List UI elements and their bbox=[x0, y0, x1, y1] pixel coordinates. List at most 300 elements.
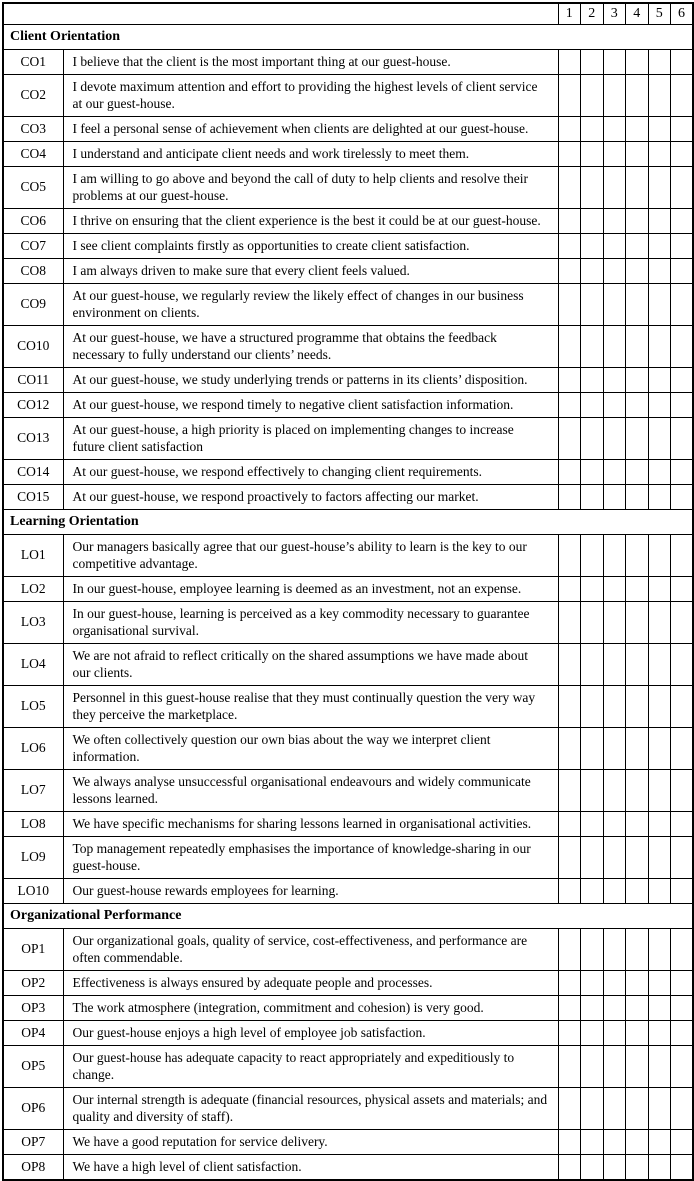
rating-cell-6[interactable] bbox=[671, 459, 694, 484]
rating-cell-5[interactable] bbox=[648, 283, 671, 325]
rating-cell-2[interactable] bbox=[581, 367, 604, 392]
item-code: LO2 bbox=[3, 576, 63, 601]
rating-cell-2[interactable] bbox=[581, 1087, 604, 1129]
item-code: CO6 bbox=[3, 208, 63, 233]
statement-row bbox=[3, 928, 693, 970]
section-title: Client Orientation bbox=[3, 24, 693, 49]
item-statement: I understand and anticipate client needs and work tirelessly to meet them. bbox=[63, 141, 558, 166]
item-statement: Personnel in this guest-house realise that they must continually question the very way they perceive the marketplace. bbox=[63, 685, 558, 727]
rating-cell-1[interactable] bbox=[558, 576, 581, 601]
rating-cell-6[interactable] bbox=[671, 643, 694, 685]
item-code: LO9 bbox=[3, 836, 63, 878]
item-code: CO14 bbox=[3, 459, 63, 484]
rating-cell-1[interactable] bbox=[558, 995, 581, 1020]
rating-cell-6[interactable] bbox=[671, 258, 694, 283]
rating-cell-4[interactable] bbox=[626, 601, 649, 643]
rating-cell-1[interactable] bbox=[558, 116, 581, 141]
rating-cell-5[interactable] bbox=[648, 141, 671, 166]
rating-cell-2[interactable] bbox=[581, 878, 604, 903]
rating-cell-5[interactable] bbox=[648, 1129, 671, 1154]
statement-row bbox=[3, 643, 693, 685]
rating-cell-2[interactable] bbox=[581, 1129, 604, 1154]
rating-cell-2[interactable] bbox=[581, 1154, 604, 1180]
rating-cell-1[interactable] bbox=[558, 325, 581, 367]
rating-cell-5[interactable] bbox=[648, 166, 671, 208]
statement-row bbox=[3, 325, 693, 367]
rating-cell-3[interactable] bbox=[603, 534, 626, 576]
rating-cell-6[interactable] bbox=[671, 49, 694, 74]
rating-cell-3[interactable] bbox=[603, 685, 626, 727]
rating-cell-2[interactable] bbox=[581, 49, 604, 74]
rating-cell-1[interactable] bbox=[558, 534, 581, 576]
rating-cell-2[interactable] bbox=[581, 141, 604, 166]
rating-cell-4[interactable] bbox=[626, 1045, 649, 1087]
rating-cell-3[interactable] bbox=[603, 928, 626, 970]
rating-cell-2[interactable] bbox=[581, 233, 604, 258]
rating-cell-6[interactable] bbox=[671, 928, 694, 970]
rating-cell-3[interactable] bbox=[603, 367, 626, 392]
item-statement: Our guest-house rewards employees for learning. bbox=[63, 878, 558, 903]
rating-cell-2[interactable] bbox=[581, 116, 604, 141]
rating-cell-1[interactable] bbox=[558, 74, 581, 116]
rating-cell-2[interactable] bbox=[581, 811, 604, 836]
statement-row bbox=[3, 1087, 693, 1129]
rating-cell-5[interactable] bbox=[648, 74, 671, 116]
rating-cell-1[interactable] bbox=[558, 928, 581, 970]
rating-cell-5[interactable] bbox=[648, 878, 671, 903]
rating-header-5: 5 bbox=[648, 3, 671, 24]
item-statement: I feel a personal sense of achievement when clients are delighted at our guest-house. bbox=[63, 116, 558, 141]
statement-row bbox=[3, 601, 693, 643]
rating-cell-1[interactable] bbox=[558, 970, 581, 995]
rating-cell-3[interactable] bbox=[603, 74, 626, 116]
statement-row bbox=[3, 49, 693, 74]
item-statement: We have specific mechanisms for sharing lessons learned in organisational activities. bbox=[63, 811, 558, 836]
rating-cell-1[interactable] bbox=[558, 1129, 581, 1154]
item-statement: I am always driven to make sure that every client feels valued. bbox=[63, 258, 558, 283]
rating-cell-2[interactable] bbox=[581, 534, 604, 576]
rating-cell-2[interactable] bbox=[581, 459, 604, 484]
rating-cell-4[interactable] bbox=[626, 233, 649, 258]
rating-cell-6[interactable] bbox=[671, 970, 694, 995]
item-code: OP4 bbox=[3, 1020, 63, 1045]
rating-cell-2[interactable] bbox=[581, 576, 604, 601]
item-code: OP1 bbox=[3, 928, 63, 970]
rating-cell-4[interactable] bbox=[626, 283, 649, 325]
rating-cell-1[interactable] bbox=[558, 258, 581, 283]
rating-cell-5[interactable] bbox=[648, 1087, 671, 1129]
item-statement: We have a good reputation for service delivery. bbox=[63, 1129, 558, 1154]
rating-cell-3[interactable] bbox=[603, 970, 626, 995]
rating-cell-6[interactable] bbox=[671, 1087, 694, 1129]
item-code: OP8 bbox=[3, 1154, 63, 1180]
rating-cell-3[interactable] bbox=[603, 166, 626, 208]
rating-header-row bbox=[3, 3, 693, 24]
item-code: CO15 bbox=[3, 484, 63, 509]
rating-cell-1[interactable] bbox=[558, 141, 581, 166]
rating-cell-4[interactable] bbox=[626, 811, 649, 836]
item-code: CO1 bbox=[3, 49, 63, 74]
statement-row bbox=[3, 74, 693, 116]
item-code: LO10 bbox=[3, 878, 63, 903]
item-statement: I believe that the client is the most important thing at our guest-house. bbox=[63, 49, 558, 74]
rating-cell-6[interactable] bbox=[671, 1020, 694, 1045]
rating-cell-4[interactable] bbox=[626, 392, 649, 417]
item-statement: We have a high level of client satisfaction. bbox=[63, 1154, 558, 1180]
rating-cell-3[interactable] bbox=[603, 392, 626, 417]
item-code: LO7 bbox=[3, 769, 63, 811]
rating-header-3: 3 bbox=[603, 3, 626, 24]
rating-cell-1[interactable] bbox=[558, 1154, 581, 1180]
rating-cell-4[interactable] bbox=[626, 576, 649, 601]
statement-row bbox=[3, 995, 693, 1020]
rating-cell-1[interactable] bbox=[558, 601, 581, 643]
rating-cell-5[interactable] bbox=[648, 769, 671, 811]
item-code: OP7 bbox=[3, 1129, 63, 1154]
section-title: Organizational Performance bbox=[3, 903, 693, 928]
rating-cell-3[interactable] bbox=[603, 643, 626, 685]
rating-cell-2[interactable] bbox=[581, 928, 604, 970]
rating-cell-3[interactable] bbox=[603, 417, 626, 459]
item-code: CO8 bbox=[3, 258, 63, 283]
rating-cell-6[interactable] bbox=[671, 417, 694, 459]
rating-cell-6[interactable] bbox=[671, 208, 694, 233]
rating-cell-6[interactable] bbox=[671, 325, 694, 367]
rating-cell-6[interactable] bbox=[671, 534, 694, 576]
rating-cell-1[interactable] bbox=[558, 208, 581, 233]
rating-cell-2[interactable] bbox=[581, 836, 604, 878]
statement-row bbox=[3, 970, 693, 995]
rating-cell-3[interactable] bbox=[603, 258, 626, 283]
statement-row bbox=[3, 208, 693, 233]
rating-cell-2[interactable] bbox=[581, 769, 604, 811]
rating-cell-3[interactable] bbox=[603, 459, 626, 484]
item-statement: Our guest-house has adequate capacity to react appropriately and expeditiously to change. bbox=[63, 1045, 558, 1087]
rating-header-6: 6 bbox=[671, 3, 694, 24]
item-statement: In our guest-house, learning is perceived as a key commodity necessary to guarantee organisational survival. bbox=[63, 601, 558, 643]
statement-row bbox=[3, 836, 693, 878]
item-code: CO12 bbox=[3, 392, 63, 417]
rating-cell-3[interactable] bbox=[603, 283, 626, 325]
rating-cell-6[interactable] bbox=[671, 727, 694, 769]
statement-row bbox=[3, 1045, 693, 1087]
rating-cell-5[interactable] bbox=[648, 325, 671, 367]
rating-cell-4[interactable] bbox=[626, 643, 649, 685]
rating-cell-3[interactable] bbox=[603, 769, 626, 811]
rating-cell-1[interactable] bbox=[558, 685, 581, 727]
rating-cell-3[interactable] bbox=[603, 141, 626, 166]
item-statement: Our internal strength is adequate (financial resources, physical assets and materials; and quality and diversity of staff). bbox=[63, 1087, 558, 1129]
rating-cell-6[interactable] bbox=[671, 392, 694, 417]
item-statement: Top management repeatedly emphasises the importance of knowledge-sharing in our guest-house. bbox=[63, 836, 558, 878]
rating-cell-6[interactable] bbox=[671, 601, 694, 643]
statement-row bbox=[3, 459, 693, 484]
rating-header-4: 4 bbox=[626, 3, 649, 24]
rating-cell-3[interactable] bbox=[603, 1045, 626, 1087]
rating-cell-6[interactable] bbox=[671, 141, 694, 166]
rating-cell-6[interactable] bbox=[671, 995, 694, 1020]
rating-cell-5[interactable] bbox=[648, 459, 671, 484]
rating-cell-4[interactable] bbox=[626, 367, 649, 392]
statement-row bbox=[3, 1020, 693, 1045]
statement-row bbox=[3, 258, 693, 283]
rating-cell-5[interactable] bbox=[648, 1045, 671, 1087]
rating-cell-6[interactable] bbox=[671, 283, 694, 325]
rating-cell-5[interactable] bbox=[648, 643, 671, 685]
item-statement: We are not afraid to reflect critically on the shared assumptions we have made about our clients. bbox=[63, 643, 558, 685]
rating-cell-4[interactable] bbox=[626, 970, 649, 995]
statement-row bbox=[3, 116, 693, 141]
rating-cell-5[interactable] bbox=[648, 811, 671, 836]
item-code: OP5 bbox=[3, 1045, 63, 1087]
rating-cell-6[interactable] bbox=[671, 484, 694, 509]
rating-cell-2[interactable] bbox=[581, 727, 604, 769]
rating-cell-5[interactable] bbox=[648, 208, 671, 233]
statement-row bbox=[3, 576, 693, 601]
item-code: LO3 bbox=[3, 601, 63, 643]
item-code: CO4 bbox=[3, 141, 63, 166]
statement-row bbox=[3, 811, 693, 836]
rating-cell-2[interactable] bbox=[581, 970, 604, 995]
rating-cell-2[interactable] bbox=[581, 1020, 604, 1045]
rating-cell-3[interactable] bbox=[603, 576, 626, 601]
statement-row bbox=[3, 1154, 693, 1180]
rating-cell-1[interactable] bbox=[558, 49, 581, 74]
item-statement: Our managers basically agree that our guest-house’s ability to learn is the key to our competitive advantage. bbox=[63, 534, 558, 576]
rating-cell-1[interactable] bbox=[558, 1045, 581, 1087]
rating-cell-6[interactable] bbox=[671, 1154, 694, 1180]
rating-cell-1[interactable] bbox=[558, 283, 581, 325]
rating-cell-1[interactable] bbox=[558, 727, 581, 769]
rating-cell-5[interactable] bbox=[648, 392, 671, 417]
item-statement: At our guest-house, we respond proactively to factors affecting our market. bbox=[63, 484, 558, 509]
rating-cell-6[interactable] bbox=[671, 811, 694, 836]
rating-cell-6[interactable] bbox=[671, 878, 694, 903]
rating-cell-5[interactable] bbox=[648, 928, 671, 970]
item-statement: Our organizational goals, quality of service, cost-effectiveness, and performance are often commendable. bbox=[63, 928, 558, 970]
survey-body bbox=[3, 24, 693, 1180]
rating-cell-4[interactable] bbox=[626, 727, 649, 769]
item-statement: We often collectively question our own bias about the way we interpret client information. bbox=[63, 727, 558, 769]
rating-cell-4[interactable] bbox=[626, 995, 649, 1020]
rating-cell-4[interactable] bbox=[626, 484, 649, 509]
item-statement: I see client complaints firstly as opportunities to create client satisfaction. bbox=[63, 233, 558, 258]
rating-cell-6[interactable] bbox=[671, 1129, 694, 1154]
item-statement: The work atmosphere (integration, commitment and cohesion) is very good. bbox=[63, 995, 558, 1020]
rating-cell-5[interactable] bbox=[648, 576, 671, 601]
rating-cell-3[interactable] bbox=[603, 995, 626, 1020]
rating-cell-5[interactable] bbox=[648, 233, 671, 258]
rating-cell-5[interactable] bbox=[648, 367, 671, 392]
rating-cell-2[interactable] bbox=[581, 74, 604, 116]
rating-cell-5[interactable] bbox=[648, 836, 671, 878]
rating-cell-5[interactable] bbox=[648, 417, 671, 459]
rating-cell-3[interactable] bbox=[603, 1087, 626, 1129]
item-statement: At our guest-house, we respond timely to negative client satisfaction information. bbox=[63, 392, 558, 417]
rating-cell-2[interactable] bbox=[581, 392, 604, 417]
rating-cell-1[interactable] bbox=[558, 836, 581, 878]
statement-row bbox=[3, 484, 693, 509]
rating-cell-3[interactable] bbox=[603, 208, 626, 233]
rating-cell-2[interactable] bbox=[581, 1045, 604, 1087]
rating-cell-2[interactable] bbox=[581, 283, 604, 325]
rating-cell-4[interactable] bbox=[626, 928, 649, 970]
rating-cell-4[interactable] bbox=[626, 208, 649, 233]
rating-cell-1[interactable] bbox=[558, 392, 581, 417]
rating-cell-5[interactable] bbox=[648, 1154, 671, 1180]
rating-cell-1[interactable] bbox=[558, 643, 581, 685]
rating-cell-2[interactable] bbox=[581, 258, 604, 283]
statement-row bbox=[3, 1129, 693, 1154]
rating-cell-4[interactable] bbox=[626, 769, 649, 811]
statement-row bbox=[3, 727, 693, 769]
rating-cell-2[interactable] bbox=[581, 208, 604, 233]
statement-row bbox=[3, 878, 693, 903]
rating-cell-4[interactable] bbox=[626, 534, 649, 576]
rating-cell-6[interactable] bbox=[671, 233, 694, 258]
survey-table bbox=[2, 2, 694, 1181]
item-code: CO5 bbox=[3, 166, 63, 208]
rating-cell-5[interactable] bbox=[648, 258, 671, 283]
item-code: CO10 bbox=[3, 325, 63, 367]
rating-cell-5[interactable] bbox=[648, 534, 671, 576]
rating-cell-4[interactable] bbox=[626, 1129, 649, 1154]
rating-cell-4[interactable] bbox=[626, 116, 649, 141]
rating-cell-1[interactable] bbox=[558, 1020, 581, 1045]
rating-cell-4[interactable] bbox=[626, 258, 649, 283]
rating-header-2: 2 bbox=[581, 3, 604, 24]
item-statement: At our guest-house, we have a structured programme that obtains the feedback necessary to fully understand our clients’ needs. bbox=[63, 325, 558, 367]
rating-cell-3[interactable] bbox=[603, 836, 626, 878]
rating-cell-3[interactable] bbox=[603, 233, 626, 258]
rating-cell-2[interactable] bbox=[581, 643, 604, 685]
rating-cell-3[interactable] bbox=[603, 484, 626, 509]
rating-cell-6[interactable] bbox=[671, 1045, 694, 1087]
rating-cell-4[interactable] bbox=[626, 166, 649, 208]
rating-cell-6[interactable] bbox=[671, 367, 694, 392]
rating-cell-6[interactable] bbox=[671, 836, 694, 878]
item-statement: I devote maximum attention and effort to providing the highest levels of client service at our guest-house. bbox=[63, 74, 558, 116]
statement-row bbox=[3, 233, 693, 258]
rating-cell-3[interactable] bbox=[603, 116, 626, 141]
rating-cell-2[interactable] bbox=[581, 995, 604, 1020]
rating-cell-5[interactable] bbox=[648, 995, 671, 1020]
item-code: OP3 bbox=[3, 995, 63, 1020]
rating-cell-4[interactable] bbox=[626, 878, 649, 903]
rating-cell-4[interactable] bbox=[626, 325, 649, 367]
rating-cell-2[interactable] bbox=[581, 417, 604, 459]
rating-cell-4[interactable] bbox=[626, 49, 649, 74]
rating-cell-4[interactable] bbox=[626, 459, 649, 484]
rating-cell-5[interactable] bbox=[648, 970, 671, 995]
item-statement: At our guest-house, we respond effectively to changing client requirements. bbox=[63, 459, 558, 484]
item-code: CO3 bbox=[3, 116, 63, 141]
rating-cell-5[interactable] bbox=[648, 727, 671, 769]
rating-cell-6[interactable] bbox=[671, 166, 694, 208]
item-statement: At our guest-house, a high priority is placed on implementing changes to increase future client satisfaction bbox=[63, 417, 558, 459]
rating-cell-4[interactable] bbox=[626, 836, 649, 878]
rating-cell-1[interactable] bbox=[558, 769, 581, 811]
rating-cell-3[interactable] bbox=[603, 727, 626, 769]
statement-row bbox=[3, 141, 693, 166]
rating-cell-2[interactable] bbox=[581, 601, 604, 643]
item-code: CO2 bbox=[3, 74, 63, 116]
rating-cell-4[interactable] bbox=[626, 1020, 649, 1045]
rating-cell-2[interactable] bbox=[581, 325, 604, 367]
section-row bbox=[3, 509, 693, 534]
rating-cell-3[interactable] bbox=[603, 325, 626, 367]
item-statement: Effectiveness is always ensured by adequate people and processes. bbox=[63, 970, 558, 995]
rating-cell-4[interactable] bbox=[626, 1087, 649, 1129]
item-code: LO6 bbox=[3, 727, 63, 769]
rating-cell-5[interactable] bbox=[648, 484, 671, 509]
item-code: CO7 bbox=[3, 233, 63, 258]
rating-cell-3[interactable] bbox=[603, 811, 626, 836]
statement-row bbox=[3, 283, 693, 325]
rating-cell-6[interactable] bbox=[671, 685, 694, 727]
rating-cell-2[interactable] bbox=[581, 166, 604, 208]
rating-cell-3[interactable] bbox=[603, 49, 626, 74]
rating-cell-3[interactable] bbox=[603, 1129, 626, 1154]
rating-cell-1[interactable] bbox=[558, 811, 581, 836]
rating-cell-1[interactable] bbox=[558, 878, 581, 903]
rating-cell-6[interactable] bbox=[671, 576, 694, 601]
rating-cell-1[interactable] bbox=[558, 367, 581, 392]
statement-row bbox=[3, 392, 693, 417]
header-empty-cell bbox=[3, 3, 558, 24]
rating-cell-4[interactable] bbox=[626, 685, 649, 727]
rating-cell-3[interactable] bbox=[603, 601, 626, 643]
rating-cell-1[interactable] bbox=[558, 484, 581, 509]
rating-cell-4[interactable] bbox=[626, 141, 649, 166]
item-code: LO1 bbox=[3, 534, 63, 576]
item-statement: I thrive on ensuring that the client experience is the best it could be at our guest-house. bbox=[63, 208, 558, 233]
rating-cell-4[interactable] bbox=[626, 1154, 649, 1180]
rating-cell-3[interactable] bbox=[603, 1020, 626, 1045]
item-code: CO13 bbox=[3, 417, 63, 459]
rating-cell-5[interactable] bbox=[648, 116, 671, 141]
rating-cell-1[interactable] bbox=[558, 417, 581, 459]
rating-cell-5[interactable] bbox=[648, 49, 671, 74]
rating-cell-3[interactable] bbox=[603, 878, 626, 903]
rating-cell-6[interactable] bbox=[671, 116, 694, 141]
rating-cell-1[interactable] bbox=[558, 233, 581, 258]
item-statement: At our guest-house, we study underlying trends or patterns in its clients’ disposition. bbox=[63, 367, 558, 392]
rating-cell-2[interactable] bbox=[581, 484, 604, 509]
item-statement: Our guest-house enjoys a high level of employee job satisfaction. bbox=[63, 1020, 558, 1045]
rating-cell-6[interactable] bbox=[671, 74, 694, 116]
rating-cell-5[interactable] bbox=[648, 601, 671, 643]
statement-row bbox=[3, 534, 693, 576]
rating-cell-1[interactable] bbox=[558, 166, 581, 208]
statement-row bbox=[3, 417, 693, 459]
item-statement: At our guest-house, we regularly review the likely effect of changes in our business environment on clients. bbox=[63, 283, 558, 325]
rating-cell-3[interactable] bbox=[603, 1154, 626, 1180]
rating-cell-1[interactable] bbox=[558, 1087, 581, 1129]
rating-cell-2[interactable] bbox=[581, 685, 604, 727]
item-statement: In our guest-house, employee learning is deemed as an investment, not an expense. bbox=[63, 576, 558, 601]
item-statement: We always analyse unsuccessful organisational endeavours and widely communicate lessons learned. bbox=[63, 769, 558, 811]
section-title: Learning Orientation bbox=[3, 509, 693, 534]
rating-cell-5[interactable] bbox=[648, 1020, 671, 1045]
rating-cell-5[interactable] bbox=[648, 685, 671, 727]
item-code: OP2 bbox=[3, 970, 63, 995]
rating-cell-6[interactable] bbox=[671, 769, 694, 811]
item-code: CO9 bbox=[3, 283, 63, 325]
rating-cell-4[interactable] bbox=[626, 417, 649, 459]
rating-cell-4[interactable] bbox=[626, 74, 649, 116]
rating-cell-1[interactable] bbox=[558, 459, 581, 484]
